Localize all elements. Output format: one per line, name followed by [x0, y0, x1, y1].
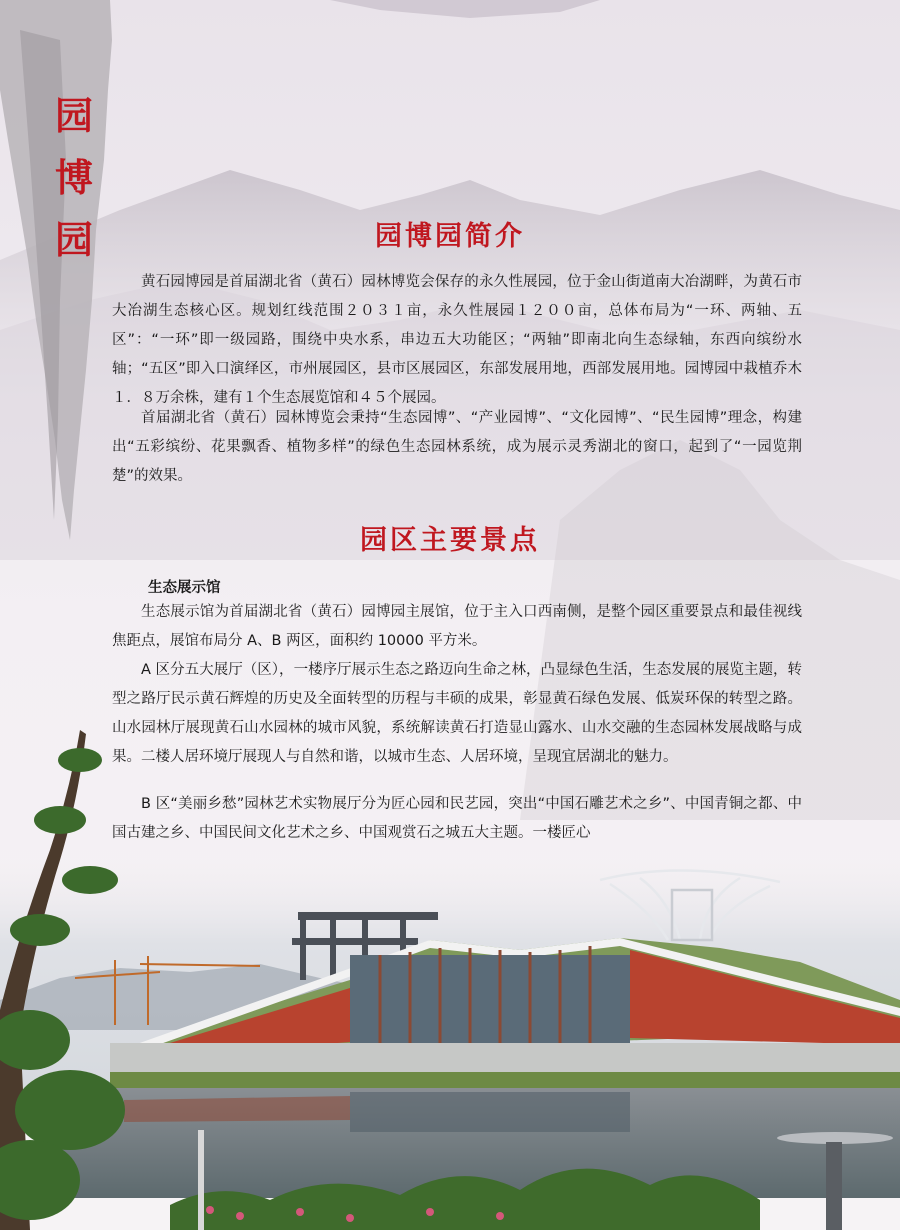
foreground-tree	[0, 730, 130, 1230]
ink-brush-stroke	[0, 0, 130, 560]
attraction-paragraph: B 区“美丽乡愁”园林艺术实物展厅分为匠心园和民艺园，突出“中国石雕艺术之乡”、中国青铜之都、中国古建之乡、中国民间文化艺术之乡、中国观赏石之城五大主题。一楼匠心	[112, 796, 802, 841]
intro-paragraph: 黄石园博园是首届湖北省（黄石）园林博览会保存的永久性展园，位于金山街道南大冶湖畔，为黄石市大冶湖生态核心区。规划红线范围２０３１亩，永久性展园１２００亩，总体布局为“一环、两轴、五区”：“一环”即一级园路，围绕中央水系，串边五大功能区；“两轴”即南北向生态绿轴，东西向缤纷水轴；“五区”即入口演绎区，市州展园区，县市区展园区，东部发展用地，西部发展用地。园博园中栽植乔木１．８万余株，建有１个生态展览馆和４５个展园。	[112, 274, 802, 406]
title-char: 园	[54, 217, 93, 262]
attraction-paragraph: 生态展示馆为首届湖北省（黄石）园博园主展馆，位于主入口西南侧，是整个园区重要景点和最佳视线焦距点，展馆布局分 A、B 两区，面积约 10000 平方米。	[112, 604, 802, 649]
exhibition-hall-photo	[0, 860, 900, 1230]
attractions-heading: 园区主要景点	[360, 525, 540, 556]
intro-paragraph: 首届湖北省（黄石）园林博览会秉持“生态园博”、“产业园博”、“文化园博”、“民生园博”理念，构建出“五彩缤纷、花果飘香、植物多样”的绿色生态园林系统，成为展示灵秀湖北的窗口，起到了“一园览荆楚”的效果。	[112, 410, 802, 484]
title-char: 博	[54, 155, 93, 200]
intro-heading: 园博园简介	[375, 221, 525, 252]
attraction-paragraph: A 区分五大展厅（区），一楼序厅展示生态之路迈向生命之林，凸显绿色生活，生态发展的展览主题，转型之路厅民示黄石辉煌的历史及全面转型的历程与丰硕的成果，彰显黄石绿色发展、低炭环保的转型之路。山水园林厅展现黄石山水园林的城市风貌，系统解读黄石打造显山露水、山水交融的生态园林发展战略与成果。二楼人居环境厅展现人与自然和谐，以城市生态、人居环境，呈现宜居湖北的魅力。	[112, 662, 802, 765]
title-char: 园	[54, 93, 93, 138]
attraction-subheading: 生态展示馆	[148, 580, 221, 596]
